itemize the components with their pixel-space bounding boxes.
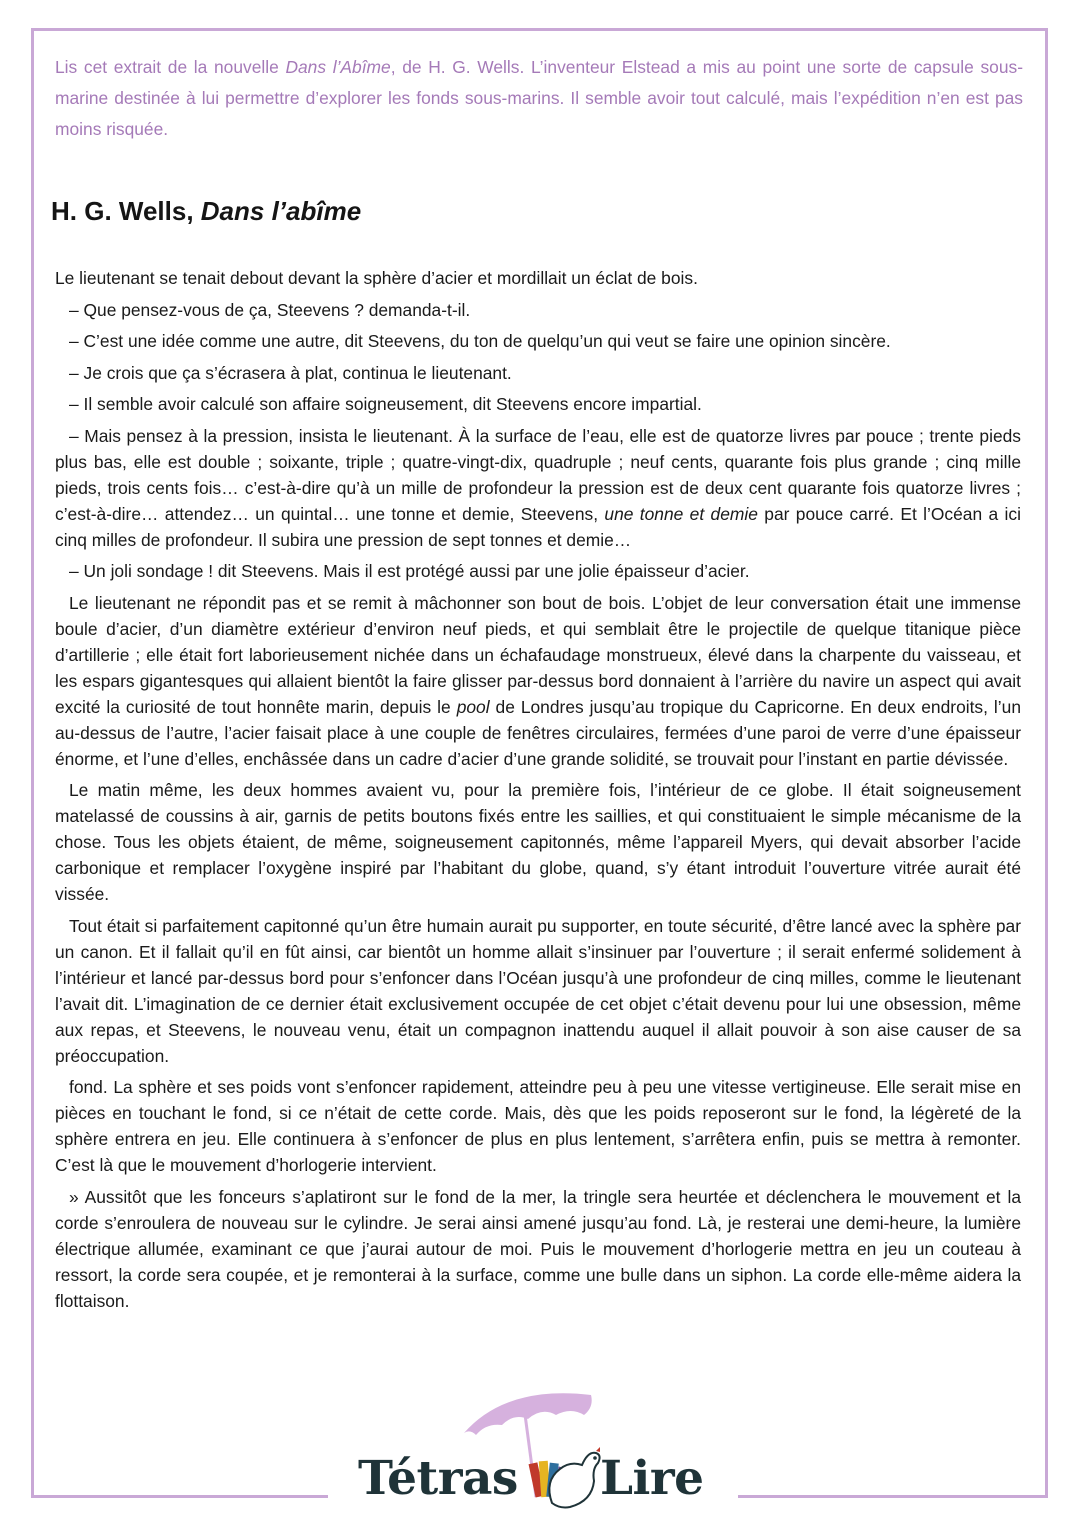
paragraph: – Je crois que ça s’écrasera à plat, continua le lieutenant. (69, 362, 512, 383)
paragraph-part: de Londres jusqu’au tropique du Capricorne. En deux endroits, l’un au-dessus de l’autre, l’acier faisait place à une couple de fenêtres circulaires, fermées d’une paroi de verre d’une épaisseur énorme, et l’une d’elles, enchâssée dans un cadre d’acier d’une grande solidité, se trouvait pour l’instant en partie dévissée. (55, 696, 1021, 769)
tetras-lire-logo (356, 1385, 736, 1515)
paragraph: fond. La sphère et ses poids vont s’enfoncer rapidement, atteindre peu à peu une vitesse vertigineuse. Elle serait mise en pièces en touchant le fond, si ce n’était de cette corde. Mais, dès que les poids reposeront sur le fond, la légèreté de la sphère entrera en jeu. Elle continuera à s’enfoncer de plus en plus lentement, s’arrêtera enfin, puis se mettra à remonter. C’est là que le mouvement d’horlogerie intervient. (55, 1077, 1021, 1175)
intro-text (55, 52, 1023, 145)
paragraph (55, 590, 1021, 772)
paragraph: Tout était si parfaitement capitonné qu’un être humain aurait pu supporter, en toute sécurité, d’être lancé avec la sphère par un canon. Et il fallait qu’il en fût ainsi, car bientôt un homme allait s’insinuer par l’ouverture ; il serait enfermé solidement à l’intérieur et lancé par-dessus bord pour s’enfoncer dans l’Océan jusqu’à une profondeur de cinq milles, comme le lieutenant l’avait dit. L’imagination de ce dernier était exclusivement occupée de cet objet c’était devenu pour lui une obsession, même aux repas, et Steevens, le nouveau venu, était un compagnon inattendu auquel il allait pouvoir à son aise causer de sa préoccupation. (55, 915, 1021, 1066)
logo-word-lire: Lire (600, 1451, 704, 1506)
paragraph-italic: pool (456, 696, 490, 717)
paragraph: » Aussitôt que les fonceurs s’aplatiront sur le fond de la mer, la tringle sera heurtée et déclenchera le mouvement et la corde s’enroulera de nouveau sur le cylindre. Je serai ainsi amené jusqu’au fond. Là, je resterai une demi-heure, la lumière électrique allumée, examinant ce que j’aurai autour de moi. Puis le mouvement d’horlogerie mettra en jeu un couteau à ressort, la corde sera coupée, et je remonterai à la surface, comme une bulle dans un siphon. La corde elle-même aidera la flottaison. (55, 1186, 1021, 1311)
title-work: Dans l’abîme (200, 196, 362, 226)
frame-bottom-right (738, 1495, 1048, 1498)
title-author: H. G. Wells, (51, 196, 201, 226)
paragraph: – Il semble avoir calculé son affaire soigneusement, dit Steevens encore impartial. (69, 394, 702, 414)
paragraph: Le lieutenant se tenait debout devant la sphère d’acier et mordillait un éclat de bois. (55, 268, 698, 288)
paragraph: – C’est une idée comme une autre, dit Steevens, du ton de quelqu’un qui veut se faire une opinion sincère. (69, 331, 891, 351)
paragraph (55, 423, 1021, 553)
intro-part: Lis cet extrait de la nouvelle (55, 57, 286, 77)
logo-word-tetras: Tétras (358, 1451, 518, 1506)
paragraph: – Un joli sondage ! dit Steevens. Mais il est protégé aussi par une jolie épaisseur d’acier. (69, 561, 750, 581)
excerpt-body (55, 265, 1021, 1319)
paragraph-part: – Mais pensez à la pression, insista le lieutenant. À la surface de l’eau, elle est de quatorze livres par pouce ; trente pieds plus bas, elle est double ; soixante, triple ; quatre-vingt-dix, quadruple ; neuf cents, quarante fois plus grande ; cinq mille pieds, trois cents fois… c’est-à-dire qu’à un mille de profondeur la pression est de deux cent quarante fois quatorze livres ; c’est-à-dire… attendez… un quintal… une tonne et demie, Steevens, (55, 425, 1021, 524)
page-title (51, 196, 361, 227)
paragraph-part: Le lieutenant ne répondit pas et se remit à mâchonner son bout de bois. L’objet de leur conversation était une immense boule d’acier, d’un diamètre extérieur d’environ neuf pieds, et qui semblait être le projectile de quelque titanique pièce d’artillerie ; elle était fort laborieusement nichée dans un échafaudage monstrueux, élevé dans la charpente du vaisseau, et les espars gigantesques qui allaient bientôt la faire glisser par-dessus bord donnaient à l’arrière du navire un aspect qui avait excité la curiosité de tout honnête marin, depuis le (55, 592, 1021, 717)
intro-part: , de H. G. Wells. L’inventeur Elstead a mis au point une sorte de capsule sous-marine destinée à lui permettre d’explorer les fonds sous-marins. Il semble avoir tout calculé, mais l’expédition n’en est pas moins risquée. (55, 57, 1023, 139)
paragraph-italic: une tonne et demie (604, 503, 758, 524)
paragraph: – Que pensez-vous de ça, Steevens ? demanda-t-il. (69, 299, 471, 320)
paragraph-part: par pouce carré. Et l’Océan a ici cinq milles de profondeur. Il subira une pression de sept tonnes et demie… (55, 503, 1021, 550)
frame-bottom-left (31, 1495, 328, 1498)
paragraph: Le matin même, les deux hommes avaient vu, pour la première fois, l’intérieur de ce globe. Il était soigneusement matelassé de coussins à air, garnis de petits boutons fixés entre les saillies, et qui constituaient le simple mécanisme de la chose. Tous les objets étaient, de même, soigneusement capitonnés, même l’appareil Myers, qui devait absorber l’acide carbonique et remplacer l’oxygène inspiré par l’habitant du globe, quand, s’y étant introduit l’ouverture vitrée aurait été vissée. (55, 780, 1021, 904)
intro-work-title: Dans l’Abîme (285, 57, 391, 77)
